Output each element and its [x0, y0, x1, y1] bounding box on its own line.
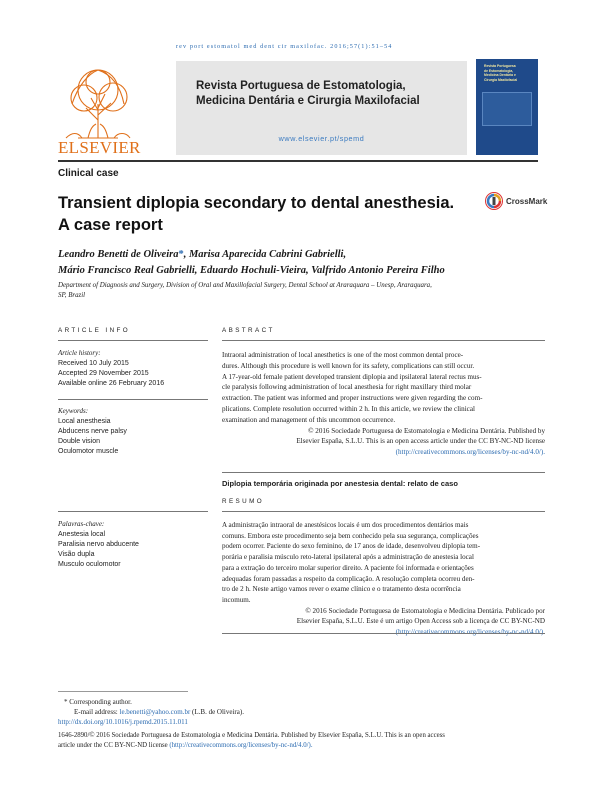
journal-url-link[interactable]: www.elsevier.pt/spemd [278, 134, 365, 143]
license-link[interactable]: (http://creativecommons.org/licenses/by-nc-nd/4.0/). [395, 448, 545, 457]
resumo-line: para a extração do terceiro molar superior direito. A paciente foi informada e orientações [222, 563, 474, 572]
license-line [58, 741, 538, 751]
keyword-item: Double vision [58, 438, 101, 445]
portuguese-title: Diplopia temporária originada por anestesia dental: relato de caso [222, 479, 458, 488]
license-prefix: article under the CC BY-NC-ND license [58, 742, 168, 749]
affiliation [58, 281, 528, 301]
authors-line2: Mário Francisco Real Gabrielli, Eduardo Hochuli-Vieira, Valfrido Antonio Pereira Filho [58, 265, 445, 276]
abstract-line: examination and management of this uncommon occurrence. [222, 415, 396, 424]
article-section: Clinical case [58, 168, 119, 179]
resumo-line: A administração intraoral de anestésicos locais é um dos procedimentos dentários mais [222, 521, 469, 529]
email-link[interactable]: le.benetti@yahoo.com.br [119, 708, 191, 716]
title-line2: A case report [58, 216, 163, 234]
title-line1: Transient diplopia secondary to dental anesthesia. [58, 194, 455, 212]
footnote-rule [58, 691, 188, 692]
keywords-label: Keywords: [58, 407, 89, 415]
keyword-item: Local anesthesia [58, 418, 111, 425]
history-label: Article history: [58, 349, 101, 357]
abstract-line: Intraoral administration of local anesthetics is one of the most common dental proce- [222, 351, 464, 359]
cover-line: Cirurgia Maxilofacial [484, 77, 518, 82]
corresponding-mark[interactable]: * [178, 249, 184, 260]
abstract-copyright [222, 426, 545, 458]
abstract-body [222, 350, 545, 458]
received-date: Received 10 July 2015 [58, 360, 129, 367]
info-divider [58, 399, 208, 400]
crossmark-label[interactable]: CrossMark [506, 197, 548, 206]
affiliation-line1: Department of Diagnosis and Surgery, Division of Oral and Maxillofacial Surgery, Dental School at Araraquara – Unesp, Araraquara, [58, 282, 432, 289]
journal-title-line1: Revista Portuguesa de Estomatologia, [196, 80, 406, 92]
resumo-line: podem ocorrer. Paciente do sexo feminino, de 17 anos de idade, desenvolveu diplopia tem- [222, 542, 481, 551]
keyword-item: Oculomotor muscle [58, 448, 119, 455]
abstract-line: extraction. The patient was informed and proper instructions were given regarding the com- [222, 394, 483, 403]
header-rule [58, 160, 538, 162]
palavras-rule [58, 511, 208, 512]
abstract-heading: ABSTRACT [222, 327, 275, 334]
online-date: Available online 26 February 2016 [58, 380, 165, 387]
journal-cover-title [484, 64, 534, 82]
author-name[interactable]: Leandro Benetti de Oliveira [58, 249, 179, 260]
resumo-line: tro de 2 h. Neste artigo vamos rever o exame clínico e o tratamento desta ocorrência [222, 585, 461, 594]
article-history [58, 348, 208, 389]
journal-cover-image [482, 92, 532, 126]
email-suffix: (L.B. de Oliveira). [192, 708, 244, 716]
abstract-line: cle paralysis following administration of local anesthesia for right maxillary third molar [222, 383, 472, 392]
keyword-item: Abducens nerve palsy [58, 428, 127, 435]
resumo-end-rule [222, 633, 545, 634]
cover-line: de Estomatologia, [484, 68, 514, 73]
accepted-date: Accepted 29 November 2015 [58, 370, 149, 377]
cover-line: Revista Portuguesa [484, 64, 516, 68]
corresponding-note: * Corresponding author. [64, 698, 132, 706]
publisher-name: ELSEVIER [58, 138, 141, 157]
footnotes [58, 697, 538, 751]
palavra-item: Visão dupla [58, 551, 95, 558]
authors-line1 [58, 247, 538, 263]
copyright-line: Elsevier España, S.L.U. This is an open access article under the CC BY-NC-ND license [296, 437, 545, 446]
running-header: rev port estomatol med dent cir maxilofac. 2016;57(1):51–54 [176, 43, 393, 50]
issn-line: 1646-2890/© 2016 Sociedade Portuguesa de Estomatologia e Medicina Dentária. Published by Elsevier España, S.L.U. This is an open access [58, 732, 445, 739]
doi-link[interactable]: http://dx.doi.org/10.1016/j.rpemd.2015.11.011 [58, 718, 188, 726]
tree-icon [66, 70, 130, 138]
journal-title-line2: Medicina Dentária e Cirurgia Maxilofacial [196, 95, 420, 107]
resumo-line: comuns. Embora este procedimento seja bem conhecido pela sua segurança, complicações [222, 531, 479, 540]
abstract-rule [222, 340, 545, 341]
abstract-end-rule [222, 472, 545, 473]
article-info-heading: ARTICLE INFO [58, 327, 131, 334]
resumo-line: adequadas foram passadas a respeito da complicação. A resolução completa ocorreu den- [222, 574, 475, 583]
author-names: , Marisa Aparecida Cabrini Gabrielli, [183, 249, 347, 260]
keywords [58, 406, 208, 457]
copyright-line: Elsevier España, S.L.U. Este é um artigo Open Access sob a licença de CC BY-NC-ND [296, 617, 545, 626]
abstract-line: dures. Although this procedure is well known for its safety, complications can still occur. [222, 361, 475, 370]
palavra-item: Musculo oculomotor [58, 561, 121, 568]
article-info-rule [58, 340, 208, 341]
copyright-line: © 2016 Sociedade Portuguesa de Estomatologia e Medicina Dentária. Published by [308, 426, 545, 435]
crossmark-icon[interactable] [485, 192, 503, 210]
journal-title [196, 79, 464, 109]
resumo-body [222, 520, 545, 638]
copyright-line: © 2016 Sociedade Portuguesa de Estomatologia e Medicina Dentária. Publicado por [305, 606, 545, 615]
resumo-line: porária e paralisia músculo reto-lateral ipsilateral após a administração de anestesia local [222, 553, 474, 562]
resumo-heading: RESUMO [222, 498, 265, 505]
affiliation-line2: SP, Brazil [58, 292, 86, 299]
palavras-label: Palavras-chave: [58, 520, 105, 528]
email-label: E-mail address: [74, 708, 118, 716]
abstract-line: A 17-year-old female patient developed transient diplopia and ipsilateral lateral rectus mus- [222, 372, 482, 381]
palavra-item: Anestesia local [58, 531, 106, 538]
resumo-line: incomum. [222, 595, 251, 604]
author-list [58, 247, 538, 279]
article-title [58, 192, 478, 236]
resumo-rule [222, 511, 545, 512]
cover-line: Medicina Dentária e [484, 73, 516, 78]
palavra-item: Paralisia nervo abducente [58, 541, 139, 548]
license-link[interactable]: (http://creativecommons.org/licenses/by-nc-nd/4.0/). [169, 742, 313, 749]
palavras-chave [58, 519, 208, 570]
email-note [58, 707, 538, 717]
abstract-line: plications. Complete resolution occurred within 2 h. In this article, we review the clinical [222, 404, 475, 413]
